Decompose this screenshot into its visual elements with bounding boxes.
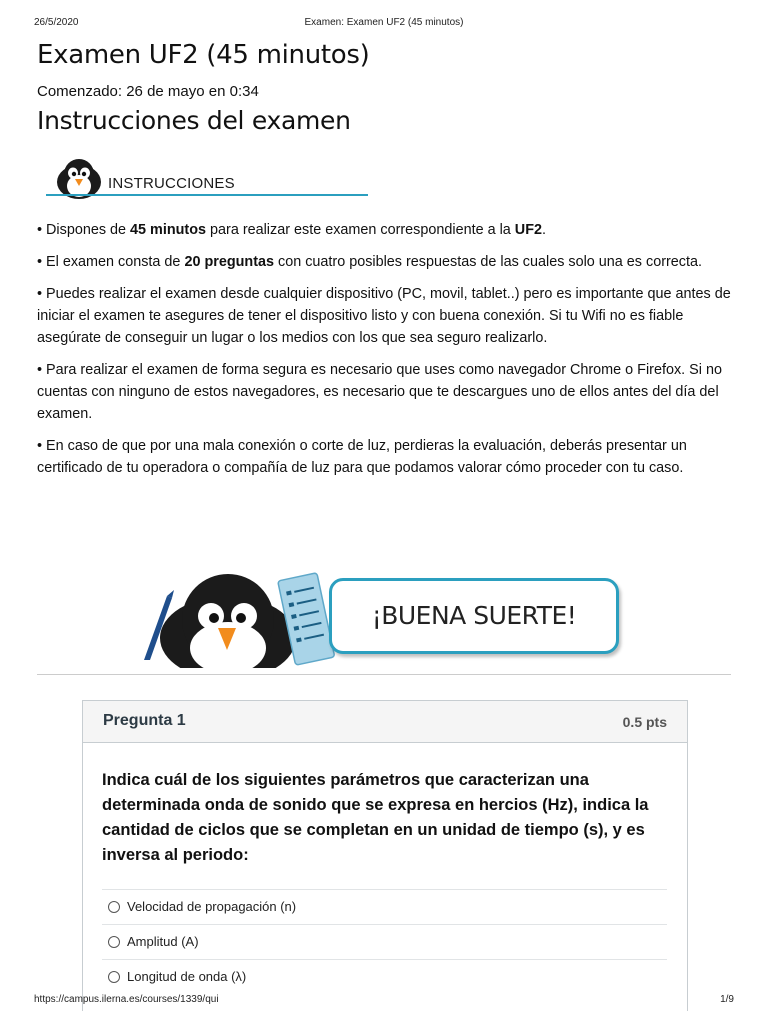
print-header	[34, 17, 734, 31]
instruction-text: • El examen consta de	[37, 254, 185, 270]
section-divider	[37, 674, 731, 675]
answer-label: Amplitud (A)	[127, 934, 199, 949]
instructions-banner-label: INSTRUCCIONES	[108, 175, 235, 192]
question-header	[83, 701, 687, 743]
answer-label: Velocidad de propagación (n)	[127, 899, 297, 914]
question-card	[82, 700, 688, 1011]
instruction-browser: • Para realizar el examen de forma segura es necesario que uses como navegador Chrome o Firefox. Si no cuentas con ninguno de estos navegadores, es necesario que te descargues uno de ellos antes del día del examen.	[37, 362, 722, 422]
answer-list	[102, 889, 667, 994]
instruction-text: para realizar este examen correspondiente a la	[206, 222, 515, 238]
instructions-text	[37, 219, 731, 489]
instructions-banner	[46, 156, 368, 200]
print-date: 26/5/2020	[34, 17, 79, 28]
print-page-title: Examen: Examen UF2 (45 minutos)	[304, 17, 464, 28]
instruction-questions	[37, 251, 731, 273]
question-points: 0.5 pts	[622, 714, 667, 730]
instruction-text: .	[541, 222, 546, 238]
answer-option[interactable]	[102, 959, 667, 994]
instruction-device: • Puedes realizar el examen desde cualquier dispositivo (PC, movil, tablet..) pero es importante que antes de iniciar el examen te asegures de tener el dispositivo listo y con buena conexión. Si tu Wifi no es fiable asegúrate de conseguir un lugar o los medios con los que sea seguro realizarlo.	[37, 286, 731, 346]
radio-button-icon[interactable]	[108, 971, 120, 983]
instruction-text: • Dispones de	[37, 222, 131, 238]
print-url: https://campus.ilerna.es/courses/1339/qui	[34, 994, 219, 1005]
question-title: Pregunta 1	[103, 712, 186, 729]
instruction-duration	[37, 219, 731, 241]
banner-underline	[46, 194, 368, 196]
print-footer	[34, 994, 734, 1008]
instruction-bold: UF2	[514, 222, 542, 238]
good-luck-text: ¡BUENA SUERTE!	[371, 601, 577, 630]
penguin-icon	[136, 568, 336, 668]
instruction-bold: 45 minutos	[130, 222, 207, 238]
answer-label: Longitud de onda (λ)	[127, 969, 247, 984]
speech-bubble	[329, 578, 619, 654]
instructions-heading: Instrucciones del examen	[37, 106, 351, 135]
question-text: Indica cuál de los siguientes parámetros que caracterizan una determinada onda de sonido que se expresa en hercios (Hz), indica la cantidad de ciclos que se completan en un unidad de tiempo (s), y es inversa al periodo:	[102, 771, 649, 864]
radio-button-icon[interactable]	[108, 901, 120, 913]
good-luck-banner	[136, 568, 626, 668]
exam-title: Examen UF2 (45 minutos)	[37, 40, 370, 70]
answer-option[interactable]	[102, 889, 667, 924]
instruction-text: con cuatro posibles respuestas de las cuales solo una es correcta.	[274, 254, 702, 270]
answer-option[interactable]	[102, 924, 667, 959]
instruction-connection: • En caso de que por una mala conexión o corte de luz, perdieras la evaluación, deberás presentar un certificado de tu operadora o compañía de luz para que podamos valorar cómo proceder con tu caso.	[37, 438, 687, 476]
print-page-number: 1/9	[720, 994, 734, 1005]
exam-start-time: Comenzado: 26 de mayo en 0:34	[37, 83, 259, 100]
instruction-bold: 20 preguntas	[184, 254, 275, 270]
radio-button-icon[interactable]	[108, 936, 120, 948]
